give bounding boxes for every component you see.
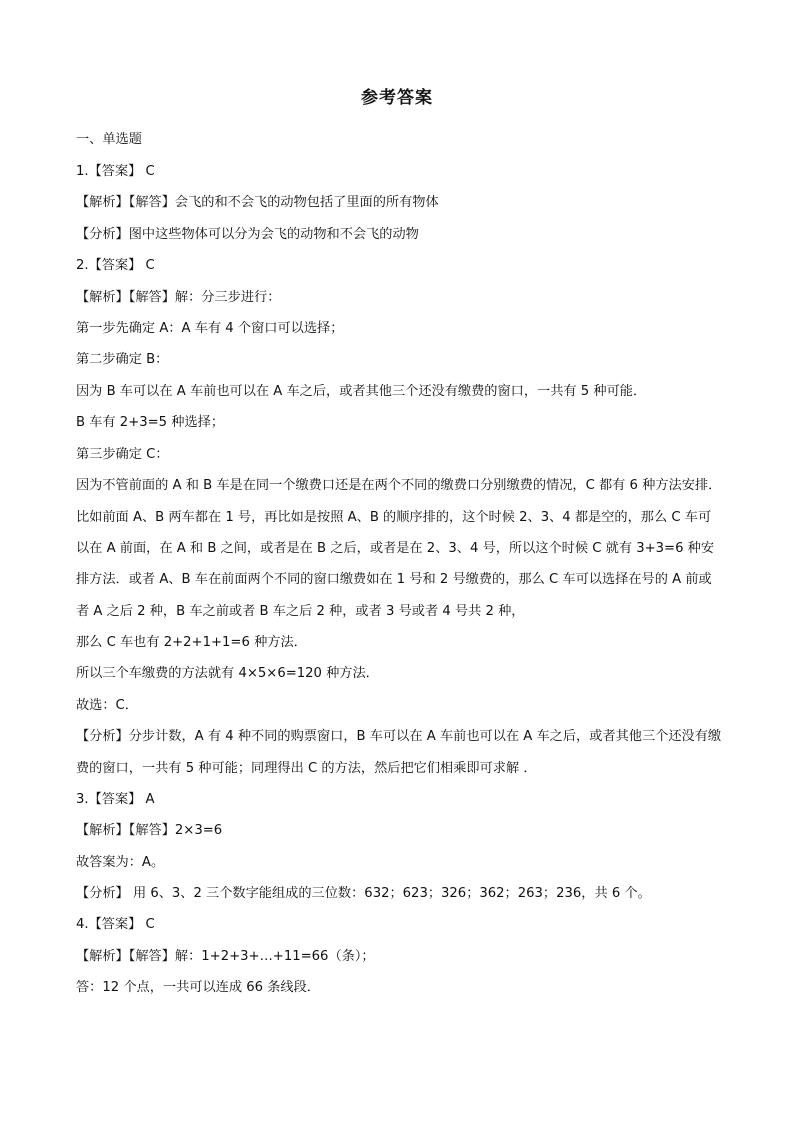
q2-step-1: 第一步先确定 A：A 车有 4 个窗口可以选择； — [76, 320, 344, 336]
q3-explanation: 【分析】 用 6、3、2 三个数字能组成的三位数：632；623；326；362；263；236，共 6 个。 — [76, 886, 651, 902]
q3-answer: 3.【答案】 A — [76, 791, 155, 807]
q2-answer: 2.【答案】 C — [76, 258, 155, 274]
q2-example: 比如前面 A、B 两车都在 1 号，再比如是按照 A、B 的顺序排的，这个时候 2、3、4 都是空的，那么 C 车可以在 A 前面，在 A 和 B 之间，或者是在 B 之后，或者是在 2、3、4 号，所以这个时候 C 就有 3+3=6 种安排方法．或者 A、B 车在前面两个不同的窗口缴费如在 1 号和 2 号缴费的，那么 C 车可以选择在号的 A 前或者 A 之后 2 种，B 车之前或者 B 车之后 2 种，或者 3 号或者 4 号共 2 种， — [76, 509, 715, 619]
q2-step-3-reason: 因为不管前面的 A 和 B 车是在同一个缴费口还是在两个不同的缴费口分别缴费的情况，C 都有 6 种方法安排． — [76, 478, 722, 494]
q4-analysis: 【解析】【解答】解：1+2+3+…+11=66（条）； — [76, 948, 375, 964]
q1-analysis: 【解析】【解答】会飞的和不会飞的动物包括了里面的所有物体 — [76, 195, 439, 211]
q2-c-count: 那么 C 车也有 2+2+1+1=6 种方法． — [76, 634, 307, 650]
q2-total: 所以三个车缴费的方法就有 4×5×6=120 种方法． — [76, 666, 379, 682]
q2-step-2-reason: 因为 B 车可以在 A 车前也可以在 A 车之后，或者其他三个还没有缴费的窗口，一共有 5 种可能． — [76, 383, 647, 399]
answer-content — [76, 130, 724, 1010]
q3-choice: 故答案为：A。 — [76, 854, 165, 870]
q2-choice: 故选：C． — [76, 697, 138, 713]
section-heading: 一、单选题 — [76, 132, 142, 147]
q3-analysis: 【解析】【解答】2×3=6 — [76, 823, 223, 839]
q2-analysis: 【解析】【解答】解：分三步进行： — [76, 289, 281, 305]
q1-answer: 1.【答案】 C — [76, 164, 155, 179]
q1-explanation: 【分析】图中这些物体可以分为会飞的动物和不会飞的动物 — [76, 226, 419, 242]
q2-explanation: 【分析】分步计数，A 有 4 种不同的购票窗口，B 车可以在 A 车前也可以在 A 车之后，或者其他三个还没有缴费的窗口，一共有 5 种可能；同理得出 C 的方法，然后把它们相乘即可求解 ． — [76, 729, 722, 776]
q2-step-3: 第三步确定 C： — [76, 446, 169, 462]
q4-conclusion: 答：12 个点，一共可以连成 66 条线段． — [76, 980, 320, 996]
q2-step-2: 第二步确定 B： — [76, 352, 169, 368]
q4-answer: 4.【答案】 C — [76, 917, 155, 933]
page-title: 参考答案 — [361, 88, 433, 108]
q2-step-2-count: B 车有 2+3=5 种选择； — [76, 415, 225, 431]
